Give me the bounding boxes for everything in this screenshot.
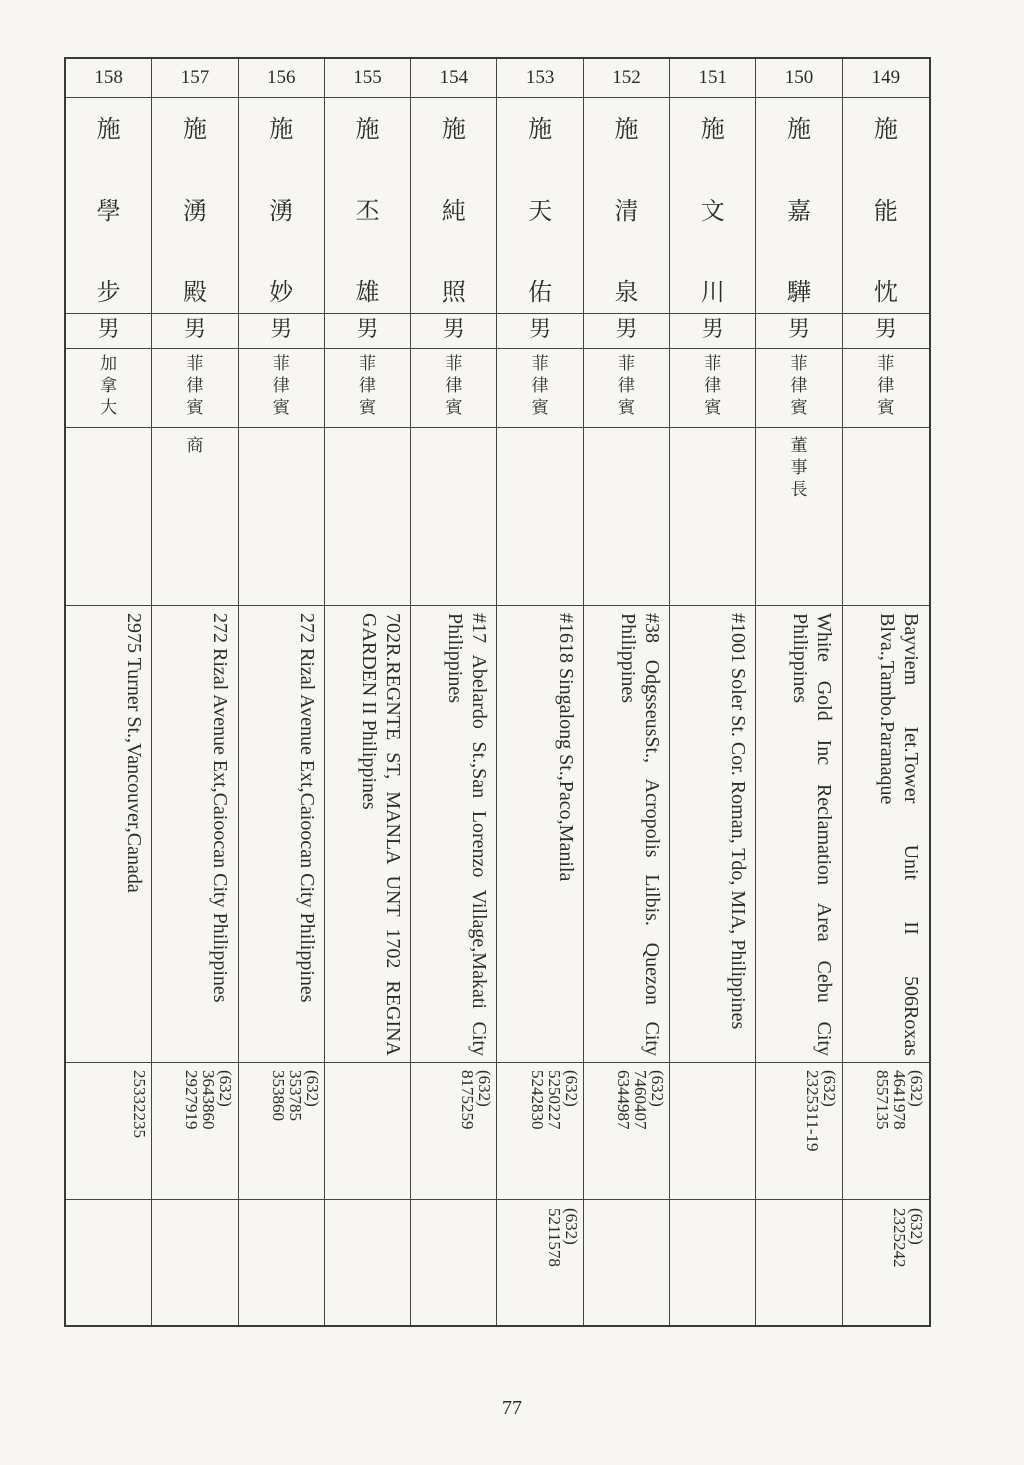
member-address: #1001 Soler St. Cor. Roman, Tdo, MIA, Philippines <box>727 613 750 1030</box>
nationality-char: 賓 <box>790 398 808 418</box>
member-address-cell <box>843 607 929 1062</box>
name-char: 清 <box>614 196 639 225</box>
nationality-char: 加 <box>100 354 118 374</box>
name-char: 純 <box>441 196 466 225</box>
name-char: 湧 <box>269 196 294 225</box>
member-title <box>843 435 929 635</box>
name-char: 施 <box>787 115 812 143</box>
nationality-char: 菲 <box>272 354 290 374</box>
member-fax <box>66 1202 152 1327</box>
nationality-char: 菲 <box>617 354 635 374</box>
member-tel-cell <box>843 1064 929 1199</box>
member-fax-cell <box>670 1202 756 1327</box>
member-fax-cell <box>756 1202 842 1327</box>
member-nationality <box>325 351 410 425</box>
member-address-cell <box>239 607 325 1062</box>
member-number: 156 <box>266 67 296 88</box>
member-address: 702R.REGNTE ST, MANLA UNT 1702 REGINA GARDEN II Philippines <box>357 613 404 1056</box>
member-column <box>843 59 929 1325</box>
name-char: 能 <box>873 196 898 225</box>
nationality-char: 賓 <box>359 398 377 418</box>
member-number: 155 <box>353 67 382 88</box>
member-address: 272 Rizal Avenue Ext,Caioocan City Philippines <box>295 613 318 1003</box>
member-nationality <box>843 351 929 425</box>
member-fax-cell <box>584 1202 670 1327</box>
member-title <box>670 435 755 635</box>
member-address-cell <box>584 607 670 1062</box>
member-tel <box>325 1064 411 1199</box>
name-char: 照 <box>441 278 466 306</box>
member-tel-cell <box>66 1064 152 1199</box>
name-char: 雄 <box>355 278 380 306</box>
member-name <box>152 99 237 313</box>
nationality-char: 律 <box>272 376 290 396</box>
member-name <box>66 99 151 313</box>
name-char: 施 <box>873 115 898 143</box>
member-table <box>64 57 931 1327</box>
member-gender: 男 <box>183 317 206 342</box>
member-fax <box>152 1202 238 1327</box>
page-number: 77 <box>502 1397 522 1419</box>
name-char: 施 <box>355 115 380 143</box>
member-address: #1618 Singalong St.,Paco,Manila <box>554 613 577 882</box>
member-nationality <box>239 351 324 425</box>
nationality-char: 賓 <box>186 398 204 418</box>
name-char: 妙 <box>269 278 294 306</box>
name-char: 佑 <box>528 278 553 306</box>
name-char: 殿 <box>182 278 207 306</box>
nationality-char: 菲 <box>790 354 808 374</box>
member-address: #17 Abelardo St.,San Lorenzo Village,Makati City Philippines <box>444 613 491 1056</box>
member-column <box>756 59 842 1325</box>
member-name <box>756 99 841 313</box>
member-fax-cell <box>325 1202 411 1327</box>
member-tel-cell <box>152 1064 238 1199</box>
nationality-char: 菲 <box>531 354 549 374</box>
member-fax <box>239 1202 325 1327</box>
nationality-char: 律 <box>790 376 808 396</box>
member-column <box>411 59 497 1325</box>
member-gender: 男 <box>788 317 811 342</box>
name-char: 湧 <box>182 196 207 225</box>
nationality-char: 律 <box>617 376 635 396</box>
member-number: 149 <box>871 67 901 88</box>
nationality-char: 律 <box>704 376 722 396</box>
member-title <box>584 435 669 635</box>
member-address: #38 OdgsseusSt., Acropolis Lilbis. Quezon City Philippines <box>616 613 663 1056</box>
member-tel: (632) 7460407 6344987 <box>613 1070 667 1130</box>
nationality-char: 大 <box>100 398 118 418</box>
nationality-char: 律 <box>445 376 463 396</box>
member-fax-cell <box>239 1202 325 1327</box>
member-fax: (632) 5211578 <box>544 1208 581 1267</box>
member-fax-cell <box>411 1202 497 1327</box>
member-gender: 男 <box>615 317 638 342</box>
name-char: 丕 <box>355 196 380 225</box>
member-fax <box>584 1202 670 1327</box>
nationality-char: 菲 <box>359 354 377 374</box>
member-tel: (632) 2325311-19 <box>803 1070 840 1152</box>
name-char: 泉 <box>614 278 639 306</box>
member-name <box>411 99 496 313</box>
member-fax-cell <box>498 1202 584 1327</box>
name-char: 施 <box>182 115 207 143</box>
member-name <box>843 99 929 313</box>
nationality-char: 賓 <box>877 398 895 418</box>
member-nationality <box>411 351 496 425</box>
member-column <box>584 59 670 1325</box>
member-tel-cell <box>411 1064 497 1199</box>
nationality-char: 賓 <box>272 398 290 418</box>
name-char: 施 <box>96 115 121 143</box>
member-address-cell <box>66 607 152 1062</box>
member-gender: 男 <box>97 317 120 342</box>
member-address: 2975 Turner St.,Vancouver,Canada <box>123 613 145 893</box>
name-char: 學 <box>96 196 121 225</box>
name-char: 施 <box>528 115 553 143</box>
member-name <box>498 99 583 313</box>
member-address: Bayviem Iet.Tower Unit II 506Roxas Blva.,Tambo.Paranaque <box>875 613 922 1056</box>
member-title <box>152 435 237 635</box>
title-char: 事 <box>790 458 808 478</box>
name-char: 施 <box>269 115 294 143</box>
member-gender: 男 <box>270 317 293 342</box>
name-char: 施 <box>441 115 466 143</box>
member-gender: 男 <box>701 317 724 342</box>
member-column <box>239 59 325 1325</box>
title-char: 商 <box>186 436 204 456</box>
title-char: 董 <box>790 436 808 456</box>
member-fax <box>670 1202 756 1327</box>
member-column <box>670 59 756 1325</box>
member-fax <box>325 1202 411 1327</box>
member-tel-cell <box>498 1064 584 1199</box>
member-name <box>584 99 669 313</box>
member-address-cell <box>411 607 497 1062</box>
member-fax <box>756 1202 842 1327</box>
member-tel <box>670 1064 756 1199</box>
member-address-cell <box>325 607 411 1062</box>
member-address-cell <box>756 607 842 1062</box>
member-column <box>325 59 411 1325</box>
member-fax <box>411 1202 497 1327</box>
member-tel-cell <box>756 1064 842 1199</box>
name-char: 步 <box>96 278 121 306</box>
member-fax: (632) 2325242 <box>889 1208 926 1268</box>
title-char: 長 <box>790 480 808 500</box>
member-tel: (632) 353785 353860 <box>268 1070 322 1121</box>
nationality-char: 賓 <box>445 398 463 418</box>
member-tel-cell <box>325 1064 411 1199</box>
member-number: 152 <box>612 67 641 88</box>
member-tel: (632) 3643860 2927919 <box>182 1070 236 1130</box>
nationality-char: 賓 <box>531 398 549 418</box>
member-title <box>66 435 151 635</box>
member-name <box>239 99 324 313</box>
nationality-char: 賓 <box>617 398 635 418</box>
member-title <box>498 435 583 635</box>
member-title <box>239 435 324 635</box>
member-title <box>756 435 841 635</box>
member-address: 272 Rizal Avenue Ext,Caioocan City Philippines <box>209 613 232 1003</box>
nationality-char: 菲 <box>445 354 463 374</box>
member-address: White Gold Inc Reclamation Area Cebu City Philippines <box>789 613 836 1056</box>
nationality-char: 菲 <box>877 354 895 374</box>
nationality-char: 律 <box>186 376 204 396</box>
member-column <box>498 59 584 1325</box>
name-char: 忱 <box>873 278 898 306</box>
member-address-cell <box>670 607 756 1062</box>
member-title <box>411 435 496 635</box>
member-gender: 男 <box>874 317 897 342</box>
name-char: 文 <box>700 196 725 225</box>
nationality-char: 賓 <box>704 398 722 418</box>
nationality-char: 律 <box>359 376 377 396</box>
member-tel-cell <box>584 1064 670 1199</box>
member-tel-cell <box>670 1064 756 1199</box>
member-title <box>325 435 410 635</box>
member-nationality <box>66 351 151 425</box>
member-address-cell <box>152 607 238 1062</box>
name-char: 川 <box>700 278 725 306</box>
member-number: 151 <box>698 67 727 88</box>
member-tel: (632) 5250227 5242830 <box>527 1070 581 1130</box>
member-number: 157 <box>180 67 210 88</box>
name-char: 施 <box>614 115 639 143</box>
nationality-char: 律 <box>877 376 895 396</box>
member-number: 154 <box>439 67 469 88</box>
member-gender: 男 <box>356 317 379 342</box>
member-fax-cell <box>66 1202 152 1327</box>
member-nationality <box>498 351 583 425</box>
member-tel-cell <box>239 1064 325 1199</box>
name-char: 天 <box>528 196 553 225</box>
name-char: 嘉 <box>787 196 812 225</box>
member-nationality <box>756 351 841 425</box>
member-name <box>325 99 410 313</box>
member-name <box>670 99 755 313</box>
member-column <box>66 59 152 1325</box>
member-tel: 25332235 <box>130 1070 149 1138</box>
member-nationality <box>152 351 237 425</box>
nationality-char: 菲 <box>704 354 722 374</box>
name-char: 驊 <box>787 278 812 306</box>
nationality-char: 拿 <box>100 376 118 396</box>
member-nationality <box>670 351 755 425</box>
member-fax-cell <box>843 1202 929 1327</box>
member-gender: 男 <box>442 317 465 342</box>
member-number: 153 <box>525 67 555 88</box>
nationality-char: 律 <box>531 376 549 396</box>
member-tel: (632) 8175259 <box>458 1070 495 1130</box>
member-number: 158 <box>94 67 123 88</box>
name-char: 施 <box>700 115 725 143</box>
member-tel: (632) 4641978 8557135 <box>872 1070 926 1130</box>
member-number: 150 <box>784 67 814 88</box>
member-fax-cell <box>152 1202 238 1327</box>
member-gender: 男 <box>529 317 552 342</box>
nationality-char: 菲 <box>186 354 204 374</box>
member-column <box>152 59 238 1325</box>
member-nationality <box>584 351 669 425</box>
member-address-cell <box>498 607 584 1062</box>
